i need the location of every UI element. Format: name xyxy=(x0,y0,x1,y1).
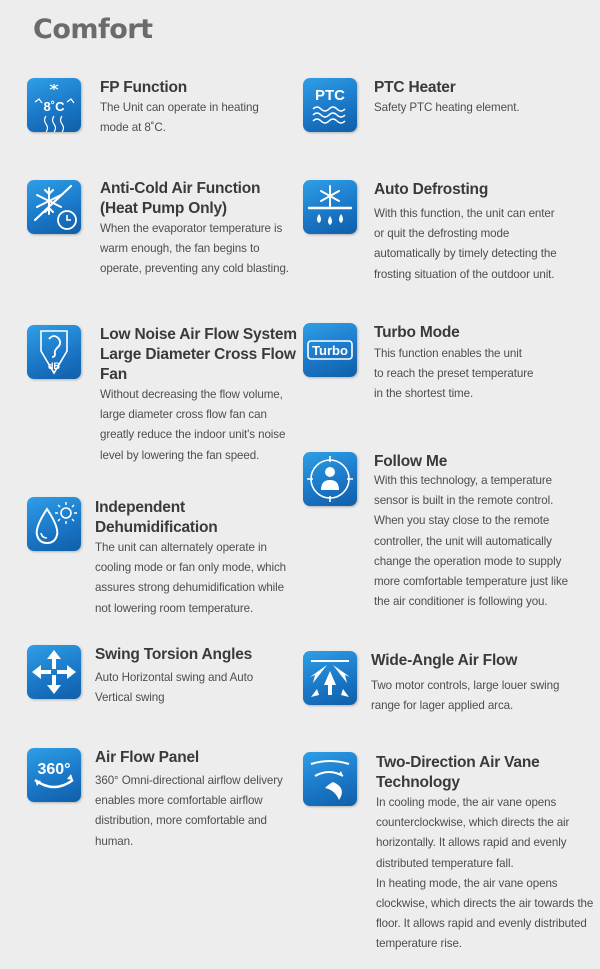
feature-description: When the evaporator temperature is warm enough, the fan begins to operate, preventing any cold blasting. xyxy=(100,222,289,276)
person-target-icon xyxy=(303,452,357,506)
feature-title: Auto Defrosting xyxy=(374,181,489,198)
svg-text:360°: 360° xyxy=(37,761,71,778)
feature-description: Auto Horizontal swing and Auto Vertical swing xyxy=(95,671,254,705)
water-drop-sun-icon xyxy=(27,497,81,551)
feature-description: Two motor controls, large louer swing range for lager applied arca. xyxy=(371,679,560,713)
wide-angle-airflow-icon xyxy=(303,651,357,705)
feature-description: This function enables the unit to reach the preset temperature in the shortest time. xyxy=(374,347,534,401)
snowflake-clock-icon xyxy=(27,180,81,234)
svg-text:dB: dB xyxy=(48,361,60,371)
svg-text:Turbo: Turbo xyxy=(312,343,348,358)
feature-title: FP Function xyxy=(100,79,188,96)
svg-text:8˚C: 8˚C xyxy=(43,99,65,114)
feature-title: Anti-Cold Air Function (Heat Pump Only) xyxy=(100,180,261,217)
feature-description: With this technology, a temperature sensor is built in the remote control. When you stay close to the remote controller, the unit will automatically change the operation mode to supply more comfortable temperature just like the air conditioner is following you. xyxy=(374,474,569,609)
air-vane-icon xyxy=(303,752,357,806)
feature-description: Safety PTC heating element. xyxy=(374,101,520,114)
feature-title: Swing Torsion Angles xyxy=(95,646,253,663)
feature-description: Without decreasing the flow volume, large diameter cross flow fan can greatly reduce the indoor unit's noise level by lowering the fan speed. xyxy=(100,388,286,462)
feature-description: In cooling mode, the air vane opens counterclockwise, which directs the air horizontally. It allows rapid and evenly distributed temperature fall. In heating mode, the air vane opens clockwise, which directs the air towards the floor. It allows rapid and evenly distributed temperature rise. xyxy=(376,796,594,951)
feature-description: The unit can alternately operate in cooling mode or fan only mode, which assures strong dehumidification while not lowering room temperature. xyxy=(95,541,287,615)
feature-description: The Unit can operate in heating mode at 8˚C. xyxy=(100,101,259,135)
feature-description: 360° Omni-directional airflow delivery enables more comfortable airflow distribution, more comfortable and human. xyxy=(95,774,283,848)
feature-title: Independent Dehumidification xyxy=(95,499,218,536)
fp-8c-heat-icon xyxy=(27,78,81,132)
section-title: Comfort xyxy=(33,14,153,45)
defrost-icon xyxy=(303,180,357,234)
four-way-arrows-icon xyxy=(27,645,81,699)
feature-title: Turbo Mode xyxy=(374,324,460,341)
feature-description: With this function, the unit can enter or quit the defrosting mode automatically by timely detecting the frosting situation of the outdoor unit. xyxy=(374,207,557,281)
feature-title: Air Flow Panel xyxy=(95,749,199,766)
turbo-icon xyxy=(303,323,357,377)
feature-title: Follow Me xyxy=(374,453,448,470)
feature-title: PTC Heater xyxy=(374,79,456,96)
ptc-heater-icon xyxy=(303,78,357,132)
rotate-360-icon xyxy=(27,748,81,802)
feature-title: Two-Direction Air Vane Technology xyxy=(376,754,540,791)
svg-text:PTC: PTC xyxy=(315,87,345,104)
feature-title: Wide-Angle Air Flow xyxy=(371,652,518,669)
ear-db-icon xyxy=(27,325,81,379)
feature-title: Low Noise Air Flow System Large Diameter Cross Flow Fan xyxy=(100,326,297,383)
